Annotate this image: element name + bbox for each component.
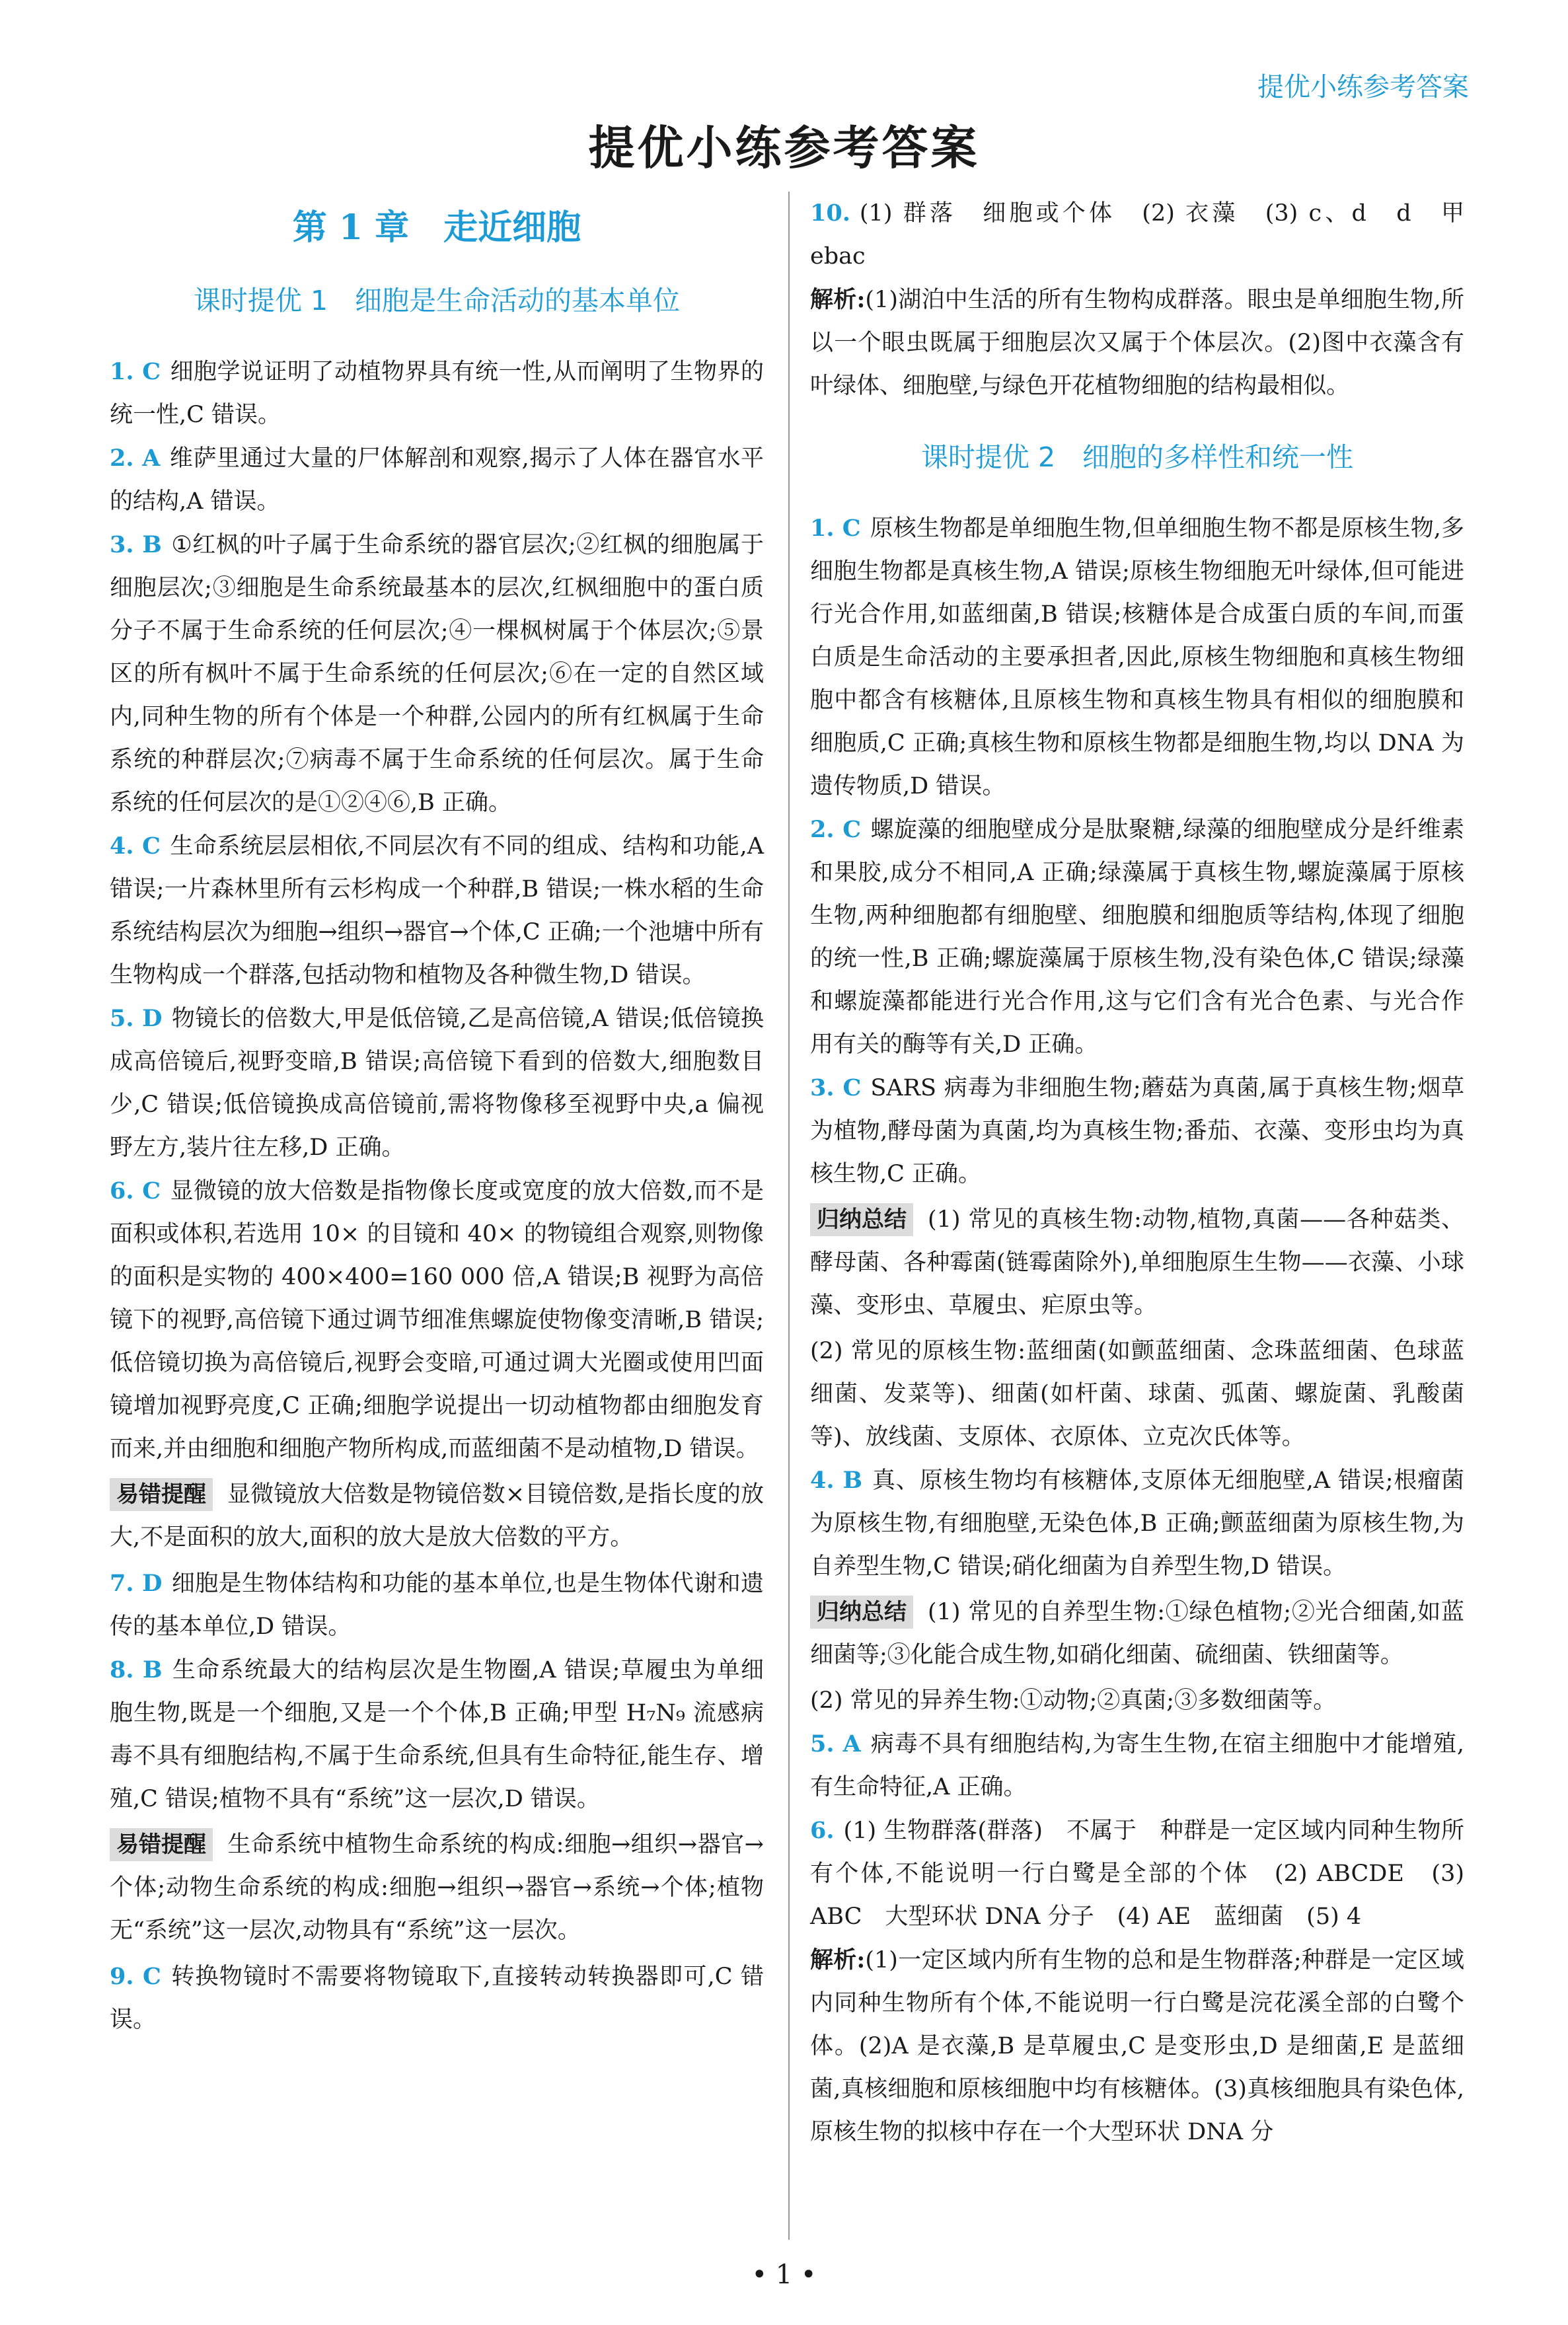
answer-text: 生命系统最大的结构层次是生物圈,A 错误;草履虫为单细胞生物,既是一个细胞,又是一个个体,B 正确;甲型 H₇N₉ 流感病毒不具有细胞结构,不属于生命系统,但具有生命特征,能生存、增殖,C 错误;植物不具有“系统”这一层次,D 错误。 <box>110 1657 764 1812</box>
analysis-label: 解析: <box>810 1946 866 1974</box>
analysis-text: (1)一定区域内所有生物的总和是生物群落;种群是一定区域内同种生物所有个体,不能说明一行白鹭是浣花溪全部的白鹭个体。(2)A 是衣藻,B 是草履虫,C 是变形虫,D 是细菌,E 是蓝细菌,真核细胞和原核细胞中均有核糖体。(3)真核细胞具有染色体,原核生物的拟核中存在一个大型环状 DNA 分 <box>810 1947 1464 2145</box>
answer-text: 真、原核生物均有核糖体,支原体无细胞壁,A 错误;根瘤菌为原核生物,有细胞壁,无染色体,B 正确;颤蓝细菌为原核生物,为自养型生物,C 错误;硝化细菌为自养型生物,D 错误。 <box>810 1467 1464 1580</box>
summary-box <box>810 1591 1464 1677</box>
summary-text: (1) 常见的真核生物:动物,植物,真菌——各种菇类、酵母菌、各种霉菌(链霉菌除外),单细胞原生生物——衣藻、小球藻、变形虫、草履虫、疟原虫等。 <box>810 1206 1464 1319</box>
running-head: 提优小练参考答案 <box>1257 72 1469 102</box>
answer-item <box>810 1722 1464 1809</box>
left-column <box>110 192 764 2042</box>
lesson-title-2: 课时提优 2 细胞的多样性和统一性 <box>920 441 1354 473</box>
answer-number: 7. D <box>110 1570 163 1597</box>
summary-text-continued: (2) 常见的异养生物:①动物;②真菌;③多数细菌等。 <box>810 1687 1337 1714</box>
answer-text: 螺旋藻的细胞壁成分是肽聚糖,绿藻的细胞壁成分是纤维素和果胶,成分不相同,A 正确;绿藻属于真核生物,螺旋藻属于原核生物,两种细胞都有细胞壁、细胞膜和细胞质等结构,体现了细胞的统一性,B 正确;螺旋藻属于原核生物,没有染色体,C 错误;绿藻和螺旋藻都能进行光合作用,这与它们含有光合色素、与光合作用有关的酶等有关,D 正确。 <box>810 817 1464 1058</box>
analysis <box>810 1938 1464 2154</box>
answer-text: 维萨里通过大量的尸体解剖和观察,揭示了人体在器官水平的结构,A 错误。 <box>110 445 764 515</box>
answer-number: 3. C <box>810 1074 862 1101</box>
answer-item <box>810 192 1488 278</box>
error-tip <box>110 1473 764 1559</box>
summary-tag: 归纳总结 <box>810 1596 913 1629</box>
answer-number: 10. <box>810 200 850 227</box>
answer-number: 6. <box>810 1817 835 1844</box>
answer-item <box>110 1562 764 1648</box>
answer-item <box>810 1809 1464 1938</box>
answer-item <box>110 825 764 997</box>
answer-number: 2. A <box>110 445 161 472</box>
page-number: • 1 • <box>751 2260 817 2290</box>
answer-number: 5. A <box>810 1730 861 1757</box>
answer-text: 原核生物都是单细胞生物,但单细胞生物不都是原核生物,多细胞生物都是真核生物,A 错误;原核生物细胞无叶绿体,但可能进行光合作用,如蓝细菌,B 错误;核糖体是合成蛋白质的车间,而蛋白质是生命活动的主要承担者,因此,原核生物细胞和真核生物细胞中都含有核糖体,且原核生物和真核生物具有相似的细胞膜和细胞质,C 正确;真核生物和原核生物都是细胞生物,均以 DNA 为遗传物质,D 错误。 <box>810 515 1464 799</box>
answer-text: SARS 病毒为非细胞生物;蘑菇为真菌,属于真核生物;烟草为植物,酵母菌为真菌,均为真核生物;番茄、衣藻、变形虫均为真核生物,C 正确。 <box>810 1075 1464 1187</box>
answer-number: 2. C <box>810 816 862 843</box>
right-column <box>810 192 1488 2154</box>
answer-text: (1) 群落 细胞或个体 (2) 衣藻 (3) c、d d 甲 ebac <box>810 200 1488 270</box>
error-tip-text: 显微镜放大倍数是物镜倍数×目镜倍数,是指长度的放大,不是面积的放大,面积的放大是放大倍数的平方。 <box>110 1481 764 1551</box>
summary-tag: 归纳总结 <box>810 1203 913 1236</box>
analysis-text: (1)湖泊中生活的所有生物构成群落。眼虫是单细胞生物,所以一个眼虫既属于细胞层次又属于个体层次。(2)图中衣藻含有叶绿体、细胞壁,与绿色开花植物细胞的结构最相似。 <box>810 287 1464 399</box>
answer-item <box>110 350 764 437</box>
answer-number: 4. C <box>110 832 161 860</box>
answer-item <box>810 1459 1464 1588</box>
error-tip-tag: 易错提醒 <box>110 1828 213 1861</box>
error-tip-tag: 易错提醒 <box>110 1478 213 1511</box>
answer-number: 8. B <box>110 1656 163 1683</box>
page-title: 提优小练参考答案 <box>588 121 980 175</box>
answer-item <box>810 507 1464 808</box>
answer-text: 细胞学说证明了动植物界具有统一性,从而阐明了生物界的统一性,C 错误。 <box>110 359 764 428</box>
answer-number: 4. B <box>810 1467 863 1494</box>
answer-number: 1. C <box>110 358 161 385</box>
answer-item <box>110 1955 764 2042</box>
answer-number: 1. C <box>810 515 861 542</box>
answer-text: (1) 生物群落(群落) 不属于 种群是一定区域内同种生物所有个体,不能说明一行白鹭是全部的个体 (2) ABCDE (3) ABC 大型环状 DNA 分子 (4) AE 蓝细菌 (5) 4 <box>810 1818 1464 1930</box>
answer-number: 6. C <box>110 1177 161 1204</box>
column-divider <box>788 192 790 2240</box>
answer-number: 9. C <box>110 1963 161 1990</box>
chapter-title: 第 1 章 走近细胞 <box>292 207 581 248</box>
answer-item <box>110 523 764 825</box>
summary-box <box>810 1199 1464 1327</box>
analysis-label: 解析: <box>810 286 866 313</box>
analysis <box>810 278 1464 408</box>
answer-text: ①红枫的叶子属于生命系统的器官层次;②红枫的细胞属于细胞层次;③细胞是生命系统最基本的层次,红枫细胞中的蛋白质分子不属于生命系统的任何层次;④一棵枫树属于个体层次;⑤景区的所有枫叶不属于生命系统的任何层次;⑥在一定的自然区域内,同种生物的所有个体是一个种群,公园内的所有红枫属于生命系统的种群层次;⑦病毒不属于生命系统的任何层次。属于生命系统的任何层次的是①②④⑥,B 正确。 <box>110 532 764 816</box>
answer-number: 3. B <box>110 531 162 558</box>
answer-text: 生命系统层层相依,不同层次有不同的组成、结构和功能,A 错误;一片森林里所有云杉构成一个种群,B 错误;一株水稻的生命系统结构层次为细胞→组织→器官→个体,C 正确;一个池塘中所有生物构成一个群落,包括动物和植物及各种微生物,D 错误。 <box>110 833 764 988</box>
answer-text: 物镜长的倍数大,甲是低倍镜,乙是高倍镜,A 错误;低倍镜换成高倍镜后,视野变暗,B 错误;高倍镜下看到的倍数大,细胞数目少,C 错误;低倍镜换成高倍镜前,需将物像移至视野中央,a 偏视野左方,装片往左移,D 正确。 <box>110 1006 764 1161</box>
answer-item <box>110 1648 764 1821</box>
error-tip-text: 生命系统中植物生命系统的构成:细胞→组织→器官→个体;动物生命系统的构成:细胞→组织→器官→系统→个体;植物无“系统”这一层次,动物具有“系统”这一层次。 <box>110 1831 764 1944</box>
lesson-title-1: 课时提优 1 细胞是生命活动的基本单位 <box>193 285 681 316</box>
answer-text: 显微镜的放大倍数是指物像长度或宽度的放大倍数,而不是面积或体积,若选用 10× 的目镜和 40× 的物镜组合观察,则物像的面积是实物的 400×400=160 000 倍,A 错误;B 视野为高倍镜下的视野,高倍镜下通过调节细准焦螺旋使物像变清晰,B 错误;低倍镜切换为高倍镜后,视野会变暗,可通过调大光圈或使用凹面镜增加视野亮度,C 正确;细胞学说提出一切动植物都由细胞发育而来,并由细胞和细胞产物所构成,而蓝细菌不是动植物,D 错误。 <box>110 1178 764 1462</box>
answer-text: 细胞是生物体结构和功能的基本单位,也是生物体代谢和遗传的基本单位,D 错误。 <box>110 1570 764 1640</box>
answer-item <box>110 437 764 523</box>
answer-text: 病毒不具有细胞结构,为寄生生物,在宿主细胞中才能增殖,有生命特征,A 正确。 <box>810 1731 1464 1800</box>
answer-text: 转换物镜时不需要将物镜取下,直接转动转换器即可,C 错误。 <box>110 1964 764 2033</box>
answer-item <box>110 997 764 1169</box>
answer-item <box>110 1169 764 1471</box>
summary-text: (1) 常见的自养型生物:①绿色植物;②光合细菌,如蓝细菌等;③化能合成生物,如硝化细菌、硫细菌、铁细菌等。 <box>810 1599 1464 1668</box>
answer-number: 5. D <box>110 1005 163 1032</box>
summary-text-continued: (2) 常见的原核生物:蓝细菌(如颤蓝细菌、念珠蓝细菌、色球蓝细菌、发菜等)、细菌(如杆菌、球菌、弧菌、螺旋菌、乳酸菌等)、放线菌、支原体、衣原体、立克次氏体等。 <box>810 1338 1464 1450</box>
answer-item <box>810 1066 1464 1196</box>
answer-item <box>810 808 1464 1066</box>
error-tip <box>110 1824 764 1952</box>
